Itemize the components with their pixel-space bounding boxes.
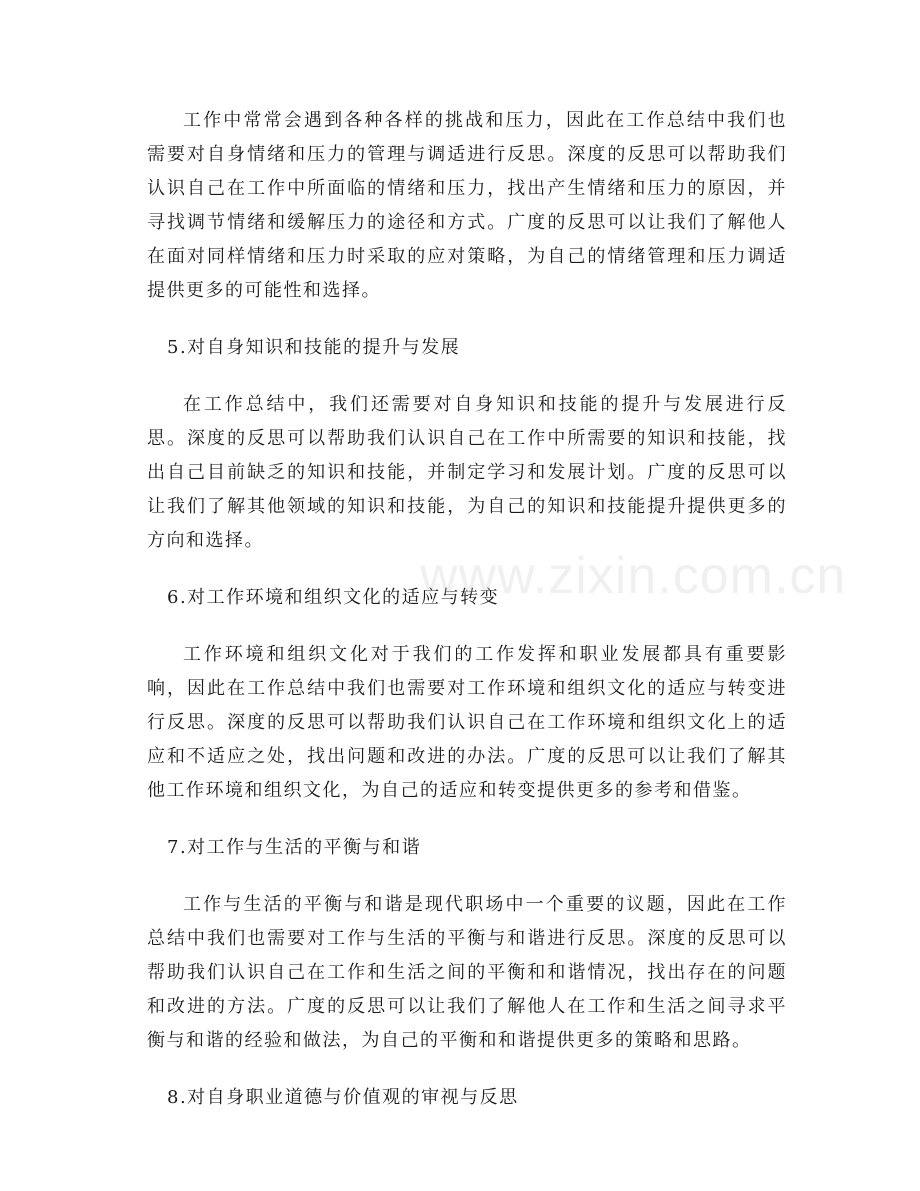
paragraph-work-life-balance: 工作与生活的平衡与和谐是现代职场中一个重要的议题，因此在工作总结中我们也需要对工作与生活的平衡与和谐进行反思。深度的反思可以帮助我们认识自己在工作和生活之间的平衡和和谐情况，找出存在的问题和改进的方法。广度的反思可以让我们了解他人在工作和生活之间寻求平衡与和谐的经验和做法，为自己的平衡和和谐提供更多的策略和思路。 [147,894,787,1051]
section-heading-5: 5.对自身知识和技能的提升与发展 [167,337,461,358]
paragraph-knowledge-skills: 在工作总结中，我们还需要对自身知识和技能的提升与发展进行反思。深度的反思可以帮助我们认识自己在工作中所需要的知识和技能，找出自己目前缺乏的知识和技能，并制定学习和发展计划。广度的反思可以让我们了解其他领域的知识和技能，为自己的知识和技能提升提供更多的方向和选择。 [147,394,787,551]
section-heading-8: 8.对自身职业道德与价值观的审视与反思 [167,1087,519,1108]
document-body [147,104,787,1138]
section-heading-7: 7.对工作与生活的平衡与和谐 [167,837,422,858]
paragraph-emotion-pressure: 工作中常常会遇到各种各样的挑战和压力，因此在工作总结中我们也需要对自身情绪和压力的管理与调适进行反思。深度的反思可以帮助我们认识自己在工作中所面临的情绪和压力，找出产生情绪和压力的原因，并寻找调节情绪和缓解压力的途径和方式。广度的反思可以让我们了解他人在面对同样情绪和压力时采取的应对策略，为自己的情绪管理和压力调适提供更多的可能性和选择。 [147,110,787,301]
watermark: www.zixin.com.cn [420,547,847,605]
paragraph-work-environment: 工作环境和组织文化对于我们的工作发挥和职业发展都具有重要影响，因此在工作总结中我们也需要对工作环境和组织文化的适应与转变进行反思。深度的反思可以帮助我们认识自己在工作环境和组织文化上的适应和不适应之处，找出问题和改进的办法。广度的反思可以让我们了解其他工作环境和组织文化，为自己的适应和转变提供更多的参考和借鉴。 [147,644,787,801]
section-heading-6: 6.对工作环境和组织文化的适应与转变 [167,587,500,608]
